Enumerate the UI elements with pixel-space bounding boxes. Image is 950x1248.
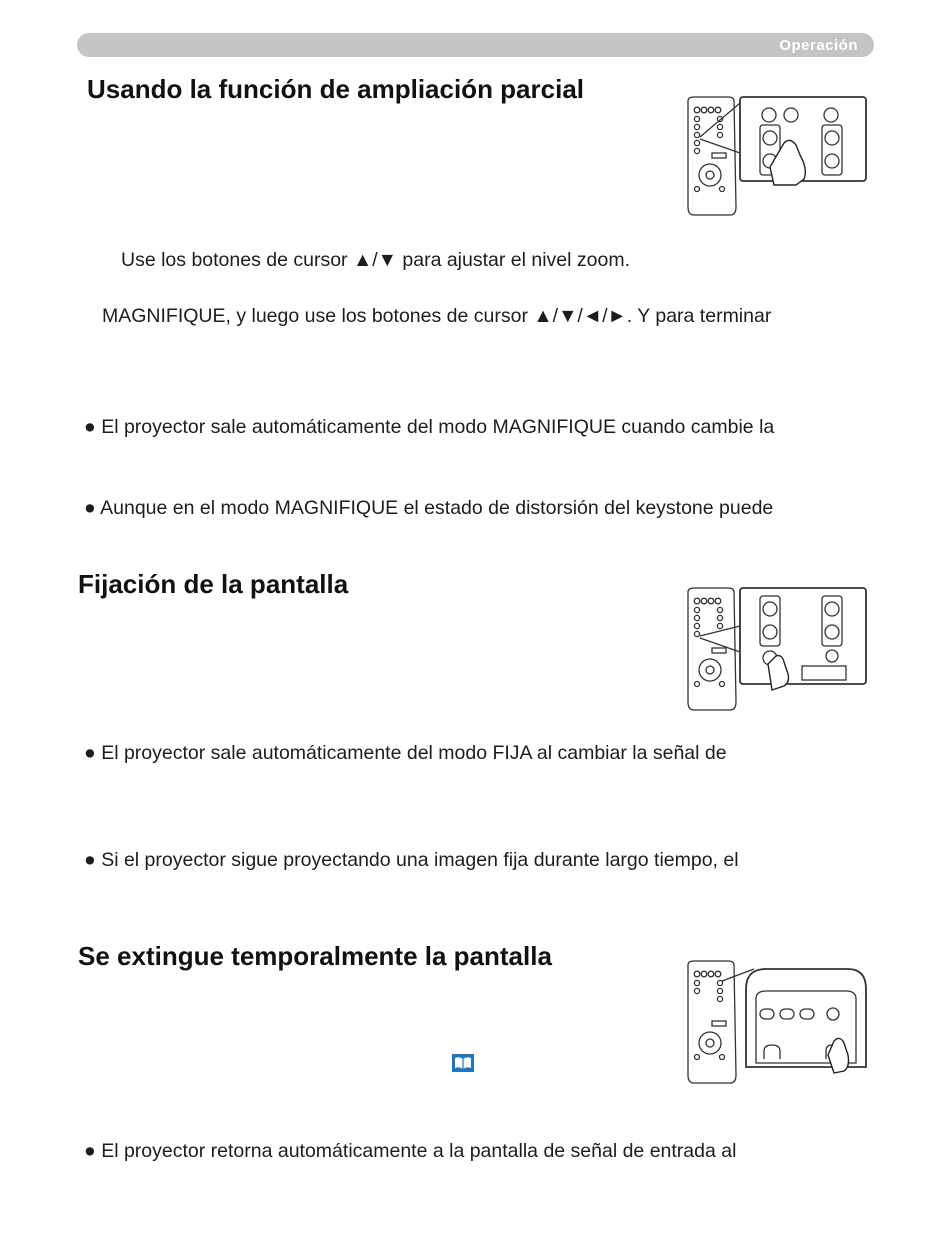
note-freeze-still-image: ● Si el proyector sigue proyectando una imagen fija durante largo tiempo, el bbox=[84, 849, 739, 871]
paragraph-zoom-level: Use los botones de cursor ▲/▼ para ajustar el nivel zoom. bbox=[121, 249, 630, 271]
section-heading-magnify: Usando la función de ampliación parcial bbox=[87, 74, 584, 104]
note-blank-return: ● El proyector retorna automáticamente a la pantalla de señal de entrada al bbox=[84, 1140, 737, 1162]
header-bar bbox=[77, 33, 874, 57]
section-heading-blank: Se extingue temporalmente la pantalla bbox=[78, 941, 552, 971]
book-reference-icon[interactable] bbox=[452, 1054, 474, 1072]
remote-control-freeze-figure bbox=[684, 586, 869, 712]
remote-control-magnify-figure bbox=[684, 95, 869, 217]
paragraph-magnify-cursor: MAGNIFIQUE, y luego use los botones de cursor ▲/▼/◄/►. Y para terminar bbox=[102, 305, 772, 327]
remote-control-blank-figure bbox=[684, 959, 869, 1085]
note-freeze-exit: ● El proyector sale automáticamente del modo FIJA al cambiar la señal de bbox=[84, 742, 727, 764]
note-magnify-keystone: ● Aunque en el modo MAGNIFIQUE el estado de distorsión del keystone puede bbox=[84, 497, 774, 519]
note-magnify-exit: ● El proyector sale automáticamente del modo MAGNIFIQUE cuando cambie la bbox=[84, 416, 775, 438]
section-heading-freeze: Fijación de la pantalla bbox=[78, 569, 349, 599]
section-label: Operación bbox=[779, 37, 858, 54]
